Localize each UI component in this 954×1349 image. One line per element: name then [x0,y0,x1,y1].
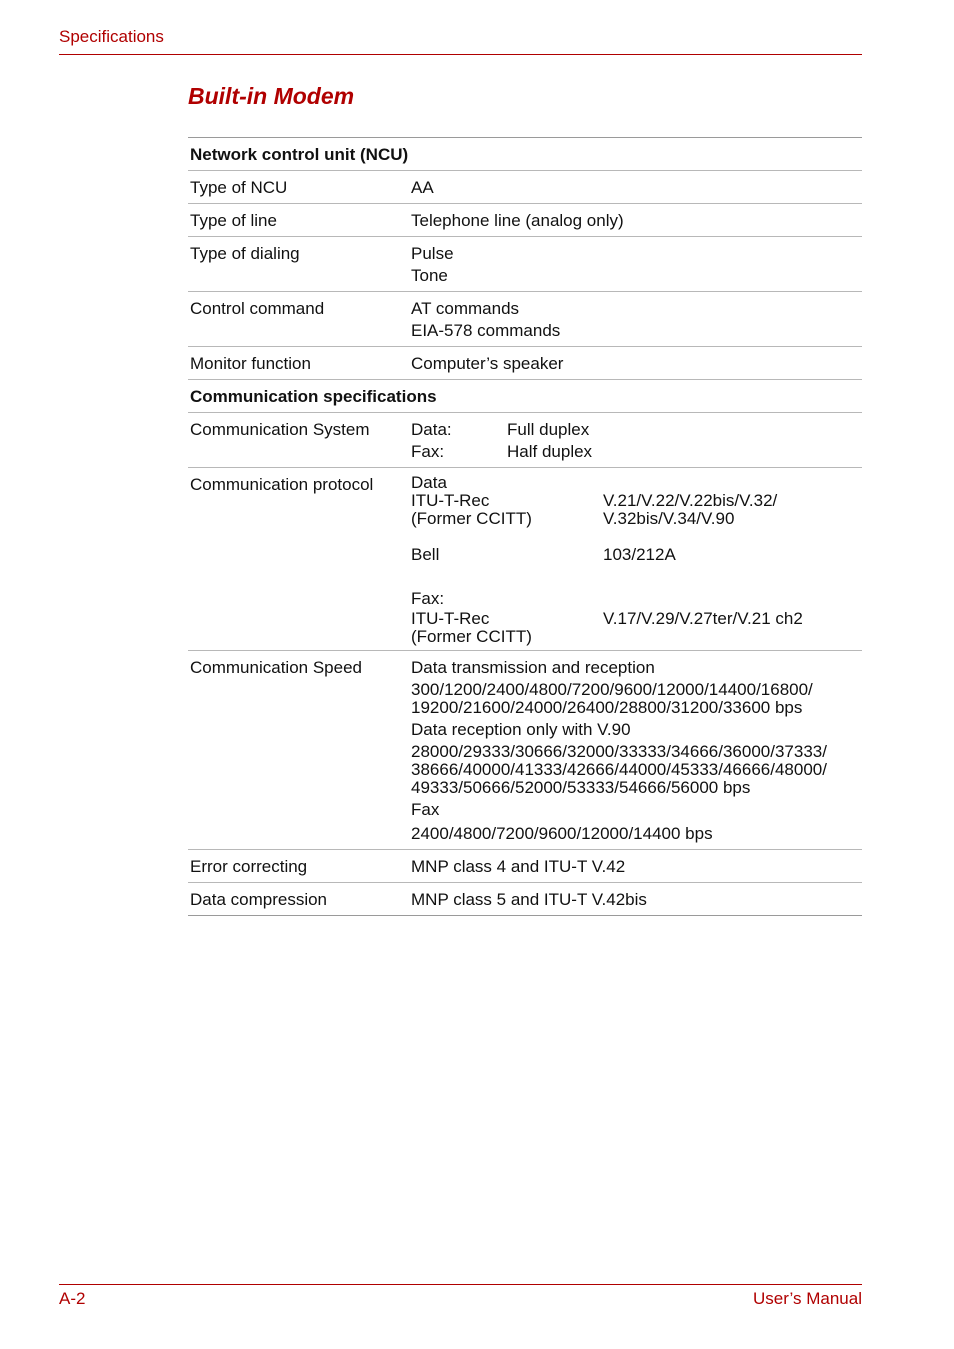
protocol-itu-label: ITU-T-Rec [411,491,490,510]
protocol-itu-value: V.21/V.22/V.22bis/V.32/ [603,491,778,510]
running-header: Specifications [59,27,164,46]
ncu-heading: Network control unit (NCU) [190,145,409,164]
row-value [411,657,862,845]
pair-key: Fax: [411,442,445,461]
row-label: Monitor function [190,354,311,373]
table-row [188,883,862,916]
row-label: Type of NCU [190,178,288,197]
row-value [411,243,862,287]
speed-fax-head: Fax [411,800,440,819]
row-label: Error correcting [190,857,308,876]
row-value [411,474,862,646]
table-row [188,204,862,237]
protocol-fax-head: Fax: [411,589,445,608]
table-row [188,347,862,380]
section-title: Built-in Modem [188,83,355,109]
row-label: Control command [190,299,325,318]
comm-heading: Communication specifications [190,387,437,406]
speed-fax-line: 2400/4800/7200/9600/12000/14400 bps [411,824,713,843]
protocol-data-head: Data [411,473,447,492]
row-value: AA [411,178,434,197]
row-value [411,419,862,463]
table-row [188,171,862,204]
table-row [188,651,862,850]
row-value: Telephone line (analog only) [411,211,624,230]
value-line: Pulse [411,244,454,263]
row-value [411,298,862,342]
header-rule [59,54,862,55]
protocol-bell-value: 103/212A [603,545,676,564]
ncu-heading-row [188,138,862,171]
protocol-bell-block [411,544,862,566]
row-label: Communication System [190,420,370,439]
protocol-former-label: (Former CCITT) [411,509,532,528]
pair-key: Data: [411,420,452,439]
protocol-itu-value: V.32bis/V.34/V.90 [603,509,735,528]
speed-rx-line: 49333/50666/52000/53333/54666/56000 bps [411,778,751,797]
speed-tx-line: 19200/21600/24000/26400/28800/31200/33600 bps [411,698,803,717]
value-line: Tone [411,266,448,285]
footer-rule [59,1284,862,1285]
row-label: Communication protocol [190,475,374,494]
row-label: Type of line [190,211,277,230]
row-value: Computer’s speaker [411,354,564,373]
comm-heading-row [188,380,862,413]
speed-tx-head: Data transmission and reception [411,658,655,677]
speed-rx-head: Data reception only with V.90 [411,720,631,739]
table-row [188,468,862,651]
speed-tx-line: 300/1200/2400/4800/7200/9600/12000/14400/16800/ [411,680,813,699]
protocol-fax-block [411,610,862,646]
row-value: MNP class 5 and ITU-T V.42bis [411,890,647,909]
protocol-former-label: (Former CCITT) [411,627,532,646]
table-row [188,237,862,292]
system-pair [411,419,862,441]
row-value: MNP class 4 and ITU-T V.42 [411,857,626,876]
manual-title: User’s Manual [753,1289,862,1308]
table-row [188,413,862,468]
row-label: Communication Speed [190,658,362,677]
table-row [188,850,862,883]
protocol-fax-value: V.17/V.29/V.27ter/V.21 ch2 [603,609,803,628]
protocol-bell-label: Bell [411,545,440,564]
speed-rx-line: 38666/40000/41333/42666/44000/45333/46666/48000/ [411,760,827,779]
value-line: AT commands [411,299,520,318]
row-label: Data compression [190,890,328,909]
protocol-itu-block [411,492,862,528]
protocol-itu-label: ITU-T-Rec [411,609,490,628]
speed-rx-line: 28000/29333/30666/32000/33333/34666/36000/37333/ [411,742,827,761]
page-number: A-2 [59,1289,86,1308]
system-pair [411,441,862,463]
pair-value: Half duplex [507,442,593,461]
pair-value: Full duplex [507,420,590,439]
modem-spec-table [188,137,862,916]
row-label: Type of dialing [190,244,300,263]
table-row [188,292,862,347]
value-line: EIA-578 commands [411,321,561,340]
